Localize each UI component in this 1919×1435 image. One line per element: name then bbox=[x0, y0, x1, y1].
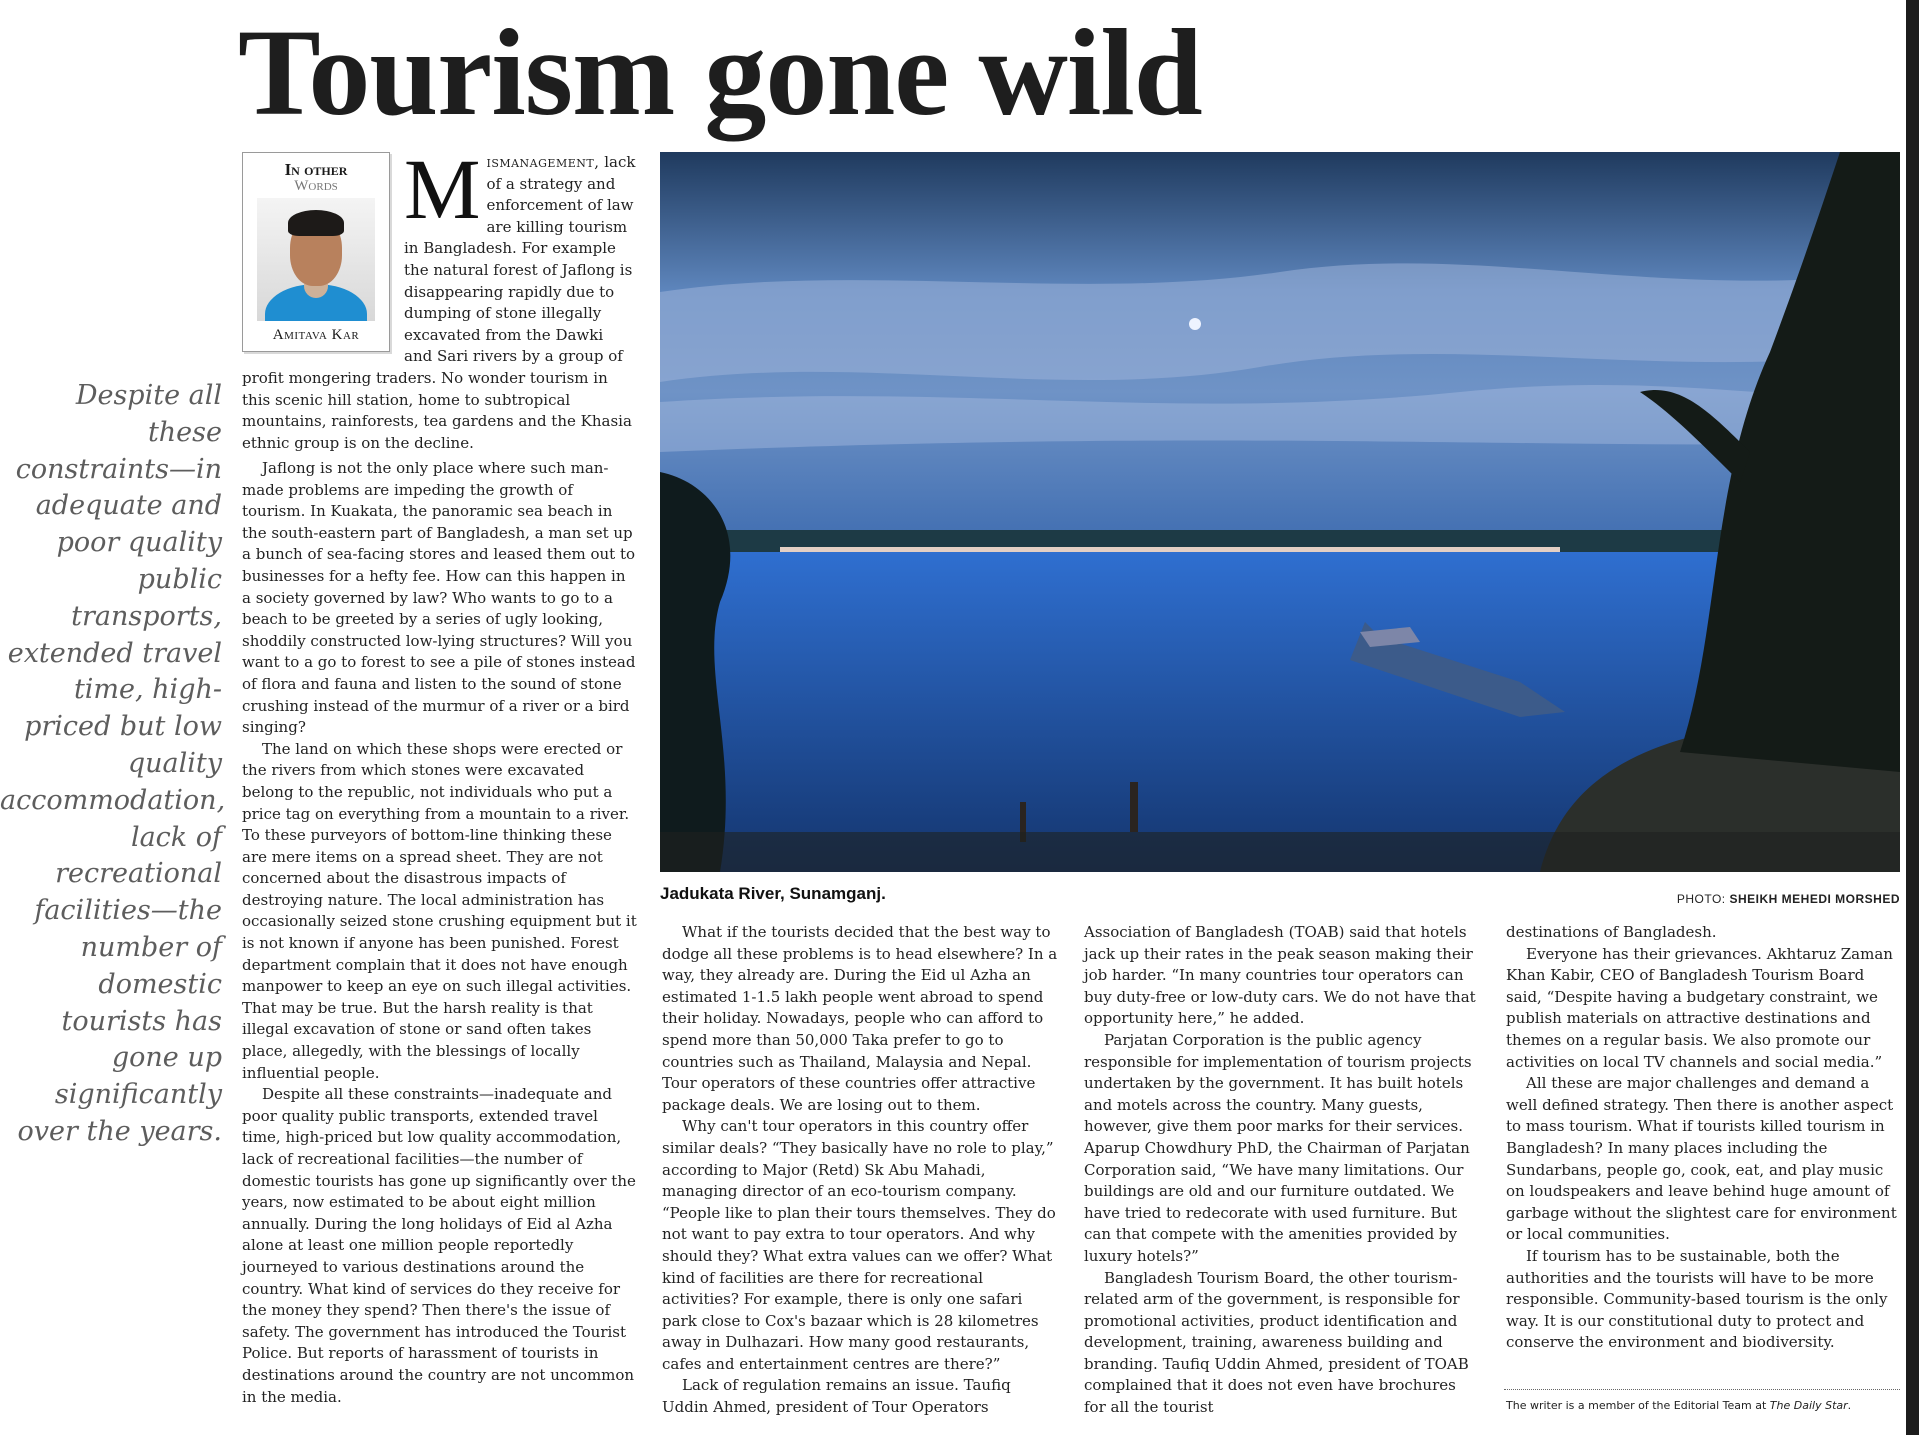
body-paragraph: Parjatan Corporation is the public agency responsible for implementation of tourism projects undertaken by the government. It has built hotels and motels across the country. Many guests, however, give them poor marks for their services. Aparup Chowdhury PhD, the Chairman of Parjatan Corporation said, “We have many limitations. Our buildings are old and our furniture outdated. We have tried to redecorate with used furniture. But can that compete with the amenities provided by luxury hotels?” bbox=[1084, 1030, 1472, 1265]
footer-divider bbox=[1504, 1389, 1900, 1390]
body-paragraph: If tourism has to be sustainable, both the authorities and the tourists will have to be more responsible. Community-based tourism is the only way. It is our constitutional duty to protect and conserve the environment and biodiversity. bbox=[1506, 1246, 1888, 1352]
body-paragraph: The land on which these shops were erected or the rivers from which stones were excavated belong to the republic, not individuals who put a price tag on everything from a mountain to a river. To these purveyors of bottom-line thinking these are mere items on a spread sheet. They are not concerned about the disastrous impacts of destroying nature. The local administration has occasionally seized stone crushing equipment but it is not known if anyone has been punished. Forest department complain that it does not have enough manpower to keep an eye on such illegal activities. That may be true. But the harsh reality is that illegal excavation of stone or sand often takes place, allegedly, with the blessings of locally influential people. bbox=[242, 739, 637, 1082]
article-column-3 bbox=[1084, 922, 1480, 1419]
page-edge-bar bbox=[1906, 0, 1919, 1435]
body-paragraph: Lack of regulation remains an issue. Taufiq Uddin Ahmed, president of Tour Operators bbox=[662, 1376, 1011, 1417]
drop-cap: M bbox=[404, 152, 481, 237]
body-paragraph: All these are major challenges and demand a well defined strategy. Then there is another aspect to mass tourism. What if tourists killed tourism in Bangladesh? In many places including the Sundarbans, people go, cook, eat, and play music on loudspeakers and leave behind huge amount of garbage without the slightest care for environment or local communities. bbox=[1506, 1074, 1897, 1244]
lead-text: lack of a strategy and enforcement of law are killing tourism in Bangladesh. For example the natural forest of Jaflong is disappearing rapidly due to dumping of stone illegally excavated from the Dawki and Sari rivers by a group of profit mongering traders. No wonder tourism in this scenic hill station, home to subtropical mountains, rainforests, tea gardens and the Khasia ethnic group is on the decline. bbox=[242, 153, 636, 452]
body-paragraph: Why can't tour operators in this country offer similar deals? “They basically have no role to play,” according to Major (Retd) Sk Abu Mahadi, managing director of an eco-tourism company. “People like to plan their tours themselves. They do not want to pay extra to tour operators. And why should they? What extra values can we offer? What kind of facilities are there for recreational activities? For example, there is only one safari park close to Cox's bazaar which is 28 kilometres away in Dulhazari. How many good restaurants, cafes and entertainment centres are there?” bbox=[662, 1117, 1056, 1373]
column-label-line1: In other bbox=[284, 160, 348, 179]
body-paragraph: Jaflong is not the only place where such man-made problems are impeding the growth of tourism. In Kuakata, the panoramic sea beach in the south-eastern part of Bangladesh, a man set up a bunch of sea-facing stores and leased them out to businesses for a hefty fee. How can this happen in a society governed by law? Who wants to go to a beach to be greeted by a series of ugly looking, shoddily constructed low-lying structures? Will you want to a go to forest to see a pile of stones instead of flora and fauna and listen to the sound of stone crushing instead of the murmur of a river or a bird singing? bbox=[242, 459, 636, 737]
headline: Tourism gone wild bbox=[238, 4, 1202, 141]
article-column-2 bbox=[662, 922, 1058, 1419]
photo-person bbox=[1130, 782, 1138, 832]
lead-paragraph bbox=[242, 152, 636, 458]
article-column-4 bbox=[1506, 922, 1902, 1354]
body-paragraph: Association of Bangladesh (TOAB) said that hotels jack up their rates in the peak season making their job harder. “In many countries tour operators can buy duty-free or low-duty cars. We do not have that opportunity here,” he added. bbox=[1084, 923, 1476, 1028]
author-name: Amitava Kar bbox=[272, 327, 360, 343]
column-label-line2: Words bbox=[294, 178, 338, 194]
river-photo bbox=[660, 152, 1900, 872]
publication-name: The Daily Star bbox=[1769, 1399, 1848, 1412]
lead-small-caps: ismanagement, bbox=[486, 153, 600, 171]
body-paragraph: Everyone has their grievances. Akhtaruz Zaman Khan Kabir, CEO of Bangladesh Tourism Board said, “Despite having a budgetary constraint, we publish materials on attractive destinations and themes on a regular basis. We also promote our activities on local TV channels and social media.” bbox=[1506, 944, 1893, 1071]
photo-caption: Jadukata River, Sunamganj. bbox=[660, 884, 886, 903]
writer-note: The writer is a member of the Editorial Team at The Daily Star. bbox=[1506, 1399, 1852, 1412]
body-paragraph: What if the tourists decided that the best way to dodge all these problems is to head elsewhere? In a way, they already are. During the Eid ul Azha an estimated 1-1.5 lakh people went abroad to spend their holiday. Nowadays, people who can afford to spend more than 50,000 Taka prefer to go to countries such as Thailand, Malaysia and Nepal. Tour operators of these countries offer attractive package deals. We are losing out to them. bbox=[662, 923, 1058, 1114]
body-paragraph: Bangladesh Tourism Board, the other tourism-related arm of the government, is responsible for promotional activities, product identification and development, training, awareness building and branding. Taufiq Uddin Ahmed, president of TOAB complained that it does not even have brochures for all the tourist bbox=[1084, 1268, 1469, 1417]
body-paragraph: destinations of Bangladesh. bbox=[1506, 923, 1717, 941]
pull-quote: Despite all these constraints—in adequate and poor quality public transports, extended travel time, high-priced but low quality accommodation, lack of recreational facilities—the number of domestic tourists has gone up significantly over the years. bbox=[0, 380, 226, 1147]
photo-credit: PHOTO: SHEIKH MEHEDI MORSHED bbox=[1676, 892, 1900, 906]
photo-foreground bbox=[660, 832, 1900, 872]
photographer-name: SHEIKH MEHEDI MORSHED bbox=[1729, 892, 1900, 906]
photo-moon bbox=[1189, 318, 1201, 330]
body-paragraph: Despite all these constraints—inadequate and poor quality public transports, extended travel time, high-priced but low quality accommodation, lack of recreational facilities—the number of domestic tourists has gone up significantly over the years, now estimated to be about eight million annually. During the long holidays of Eid al Azha alone at least one million people reportedly journeyed to various destinations around the country. What kind of services do they receive for the money they spend? Then there's the issue of safety. The government has introduced the Tourist Police. But reports of harassment of tourists in destinations around the country are not uncommon in the media. bbox=[242, 1085, 636, 1406]
article-column-1 bbox=[242, 458, 638, 1408]
